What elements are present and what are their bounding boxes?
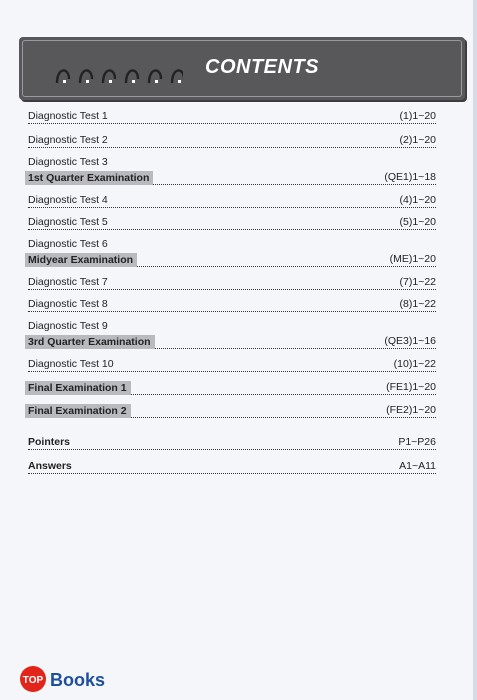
svg-text:Books: Books	[50, 670, 106, 690]
toc-entry-diagnostic-test-5[interactable]: Diagnostic Test 5 (5)1~20	[28, 216, 436, 228]
toc-entry-final-exam-1[interactable]: Final Examination 1 (FE1)1~20	[28, 381, 436, 399]
page-title: CONTENTS	[205, 56, 319, 78]
toc-entry-3rd-quarter-exam[interactable]: 3rd Quarter Examination (QE3)1~16	[28, 335, 436, 353]
toc-entry-diagnostic-test-4[interactable]: Diagnostic Test 4 (4)1~20	[28, 194, 436, 206]
topbooks-logo	[20, 663, 140, 695]
toc-entry-final-exam-2[interactable]: Final Examination 2 (FE2)1~20	[28, 404, 436, 422]
toc-entry-diagnostic-test-7[interactable]: Diagnostic Test 7 (7)1~22	[28, 276, 436, 288]
toc-entry-diagnostic-test-8[interactable]: Diagnostic Test 8 (8)1~22	[28, 298, 436, 310]
toc-entry-diagnostic-test-2[interactable]: Diagnostic Test 2 (2)1~20	[28, 134, 436, 146]
toc-entry-1st-quarter-exam[interactable]: 1st Quarter Examination (QE1)1~18	[28, 171, 436, 189]
toc-heading-diagnostic-test-3: Diagnostic Test 3	[28, 156, 108, 168]
svg-text:TOP: TOP	[22, 675, 44, 686]
toc-entry-pointers[interactable]: Pointers P1~P26	[28, 436, 436, 448]
contents-banner	[19, 37, 465, 100]
toc-heading-diagnostic-test-9: Diagnostic Test 9	[28, 320, 108, 332]
toc-heading-diagnostic-test-6: Diagnostic Test 6	[28, 238, 108, 250]
toc-entry-answers[interactable]: Answers A1~A11	[28, 460, 436, 472]
toc-entry-diagnostic-test-10[interactable]: Diagnostic Test 10 (10)1~22	[28, 358, 436, 370]
toc-entry-midyear-exam[interactable]: Midyear Examination (ME)1~20	[28, 253, 436, 271]
toc-entry-diagnostic-test-1[interactable]: Diagnostic Test 1 (1)1~20	[28, 110, 436, 122]
page-edge	[473, 0, 477, 700]
